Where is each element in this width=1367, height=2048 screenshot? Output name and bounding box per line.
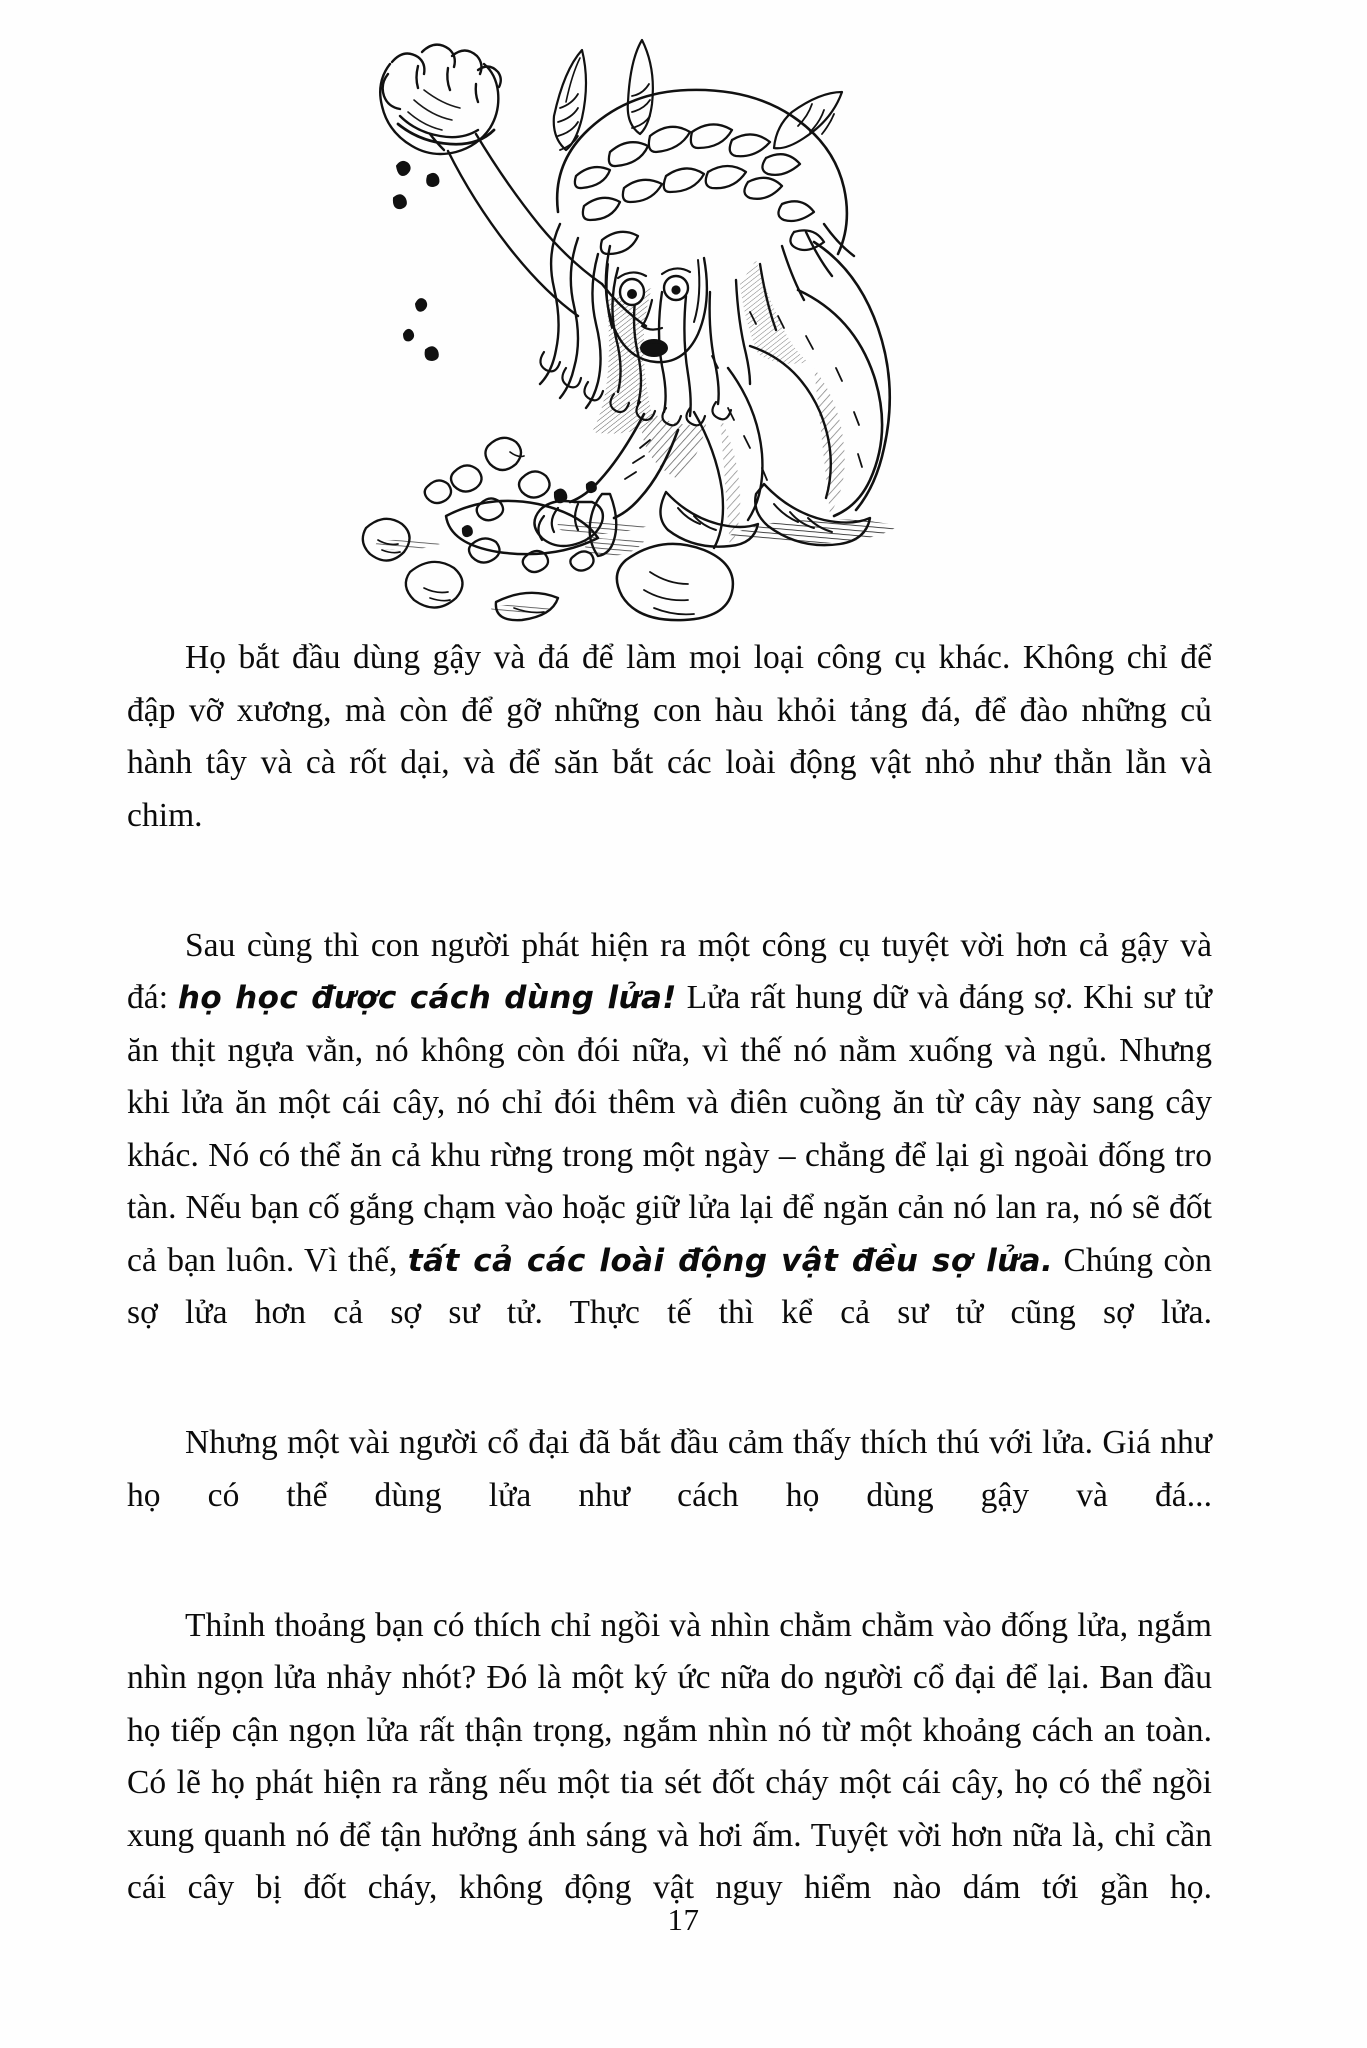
paragraph-1-text: Họ bắt đầu dùng gậy và đá để làm mọi loại công cụ khác. Không chỉ để đập vỡ xương, mà còn để gỡ những con hàu khỏi tảng đá, để đào những củ hành tây và cà rốt dại, và để săn bắt các loài động vật nhỏ như thằn lằn và chim. xyxy=(127,639,1212,834)
handwritten-phrase-animals-fear-fire: tất cả các loài động vật đều sợ lửa. xyxy=(407,1242,1054,1279)
paragraph-3-text: Nhưng một vài người cổ đại đã bắt đầu cảm thấy thích thú với lửa. Giá như họ có thể dùng lửa như cách họ dùng gậy và đá... xyxy=(127,1424,1212,1514)
paragraph-2-run-1: Sau cùng thì con người phát hiện ra một công cụ tuyệt vời hơn cả gậy và đá: xyxy=(127,926,1212,1016)
paragraph-3 xyxy=(127,1417,1212,1575)
paragraph-1 xyxy=(127,632,1212,895)
page-number: 17 xyxy=(667,1902,700,1937)
paragraph-2-run-3: Lửa rất hung dữ và đáng sợ. Khi sư tử ăn thịt ngựa vằn, nó không còn đói nữa, vì thế nó nằm xuống và ngủ. Nhưng khi lửa ăn một cái cây, nó chỉ đói thêm và điên cuồng ăn từ cây này sang cây khác. Nó có thể ăn cả khu rừng trong một ngày – chẳng để lại gì ngoài đống tro tàn. Nếu bạn cố gắng chạm vào hoặc giữ lửa lại để ngăn cản nó lan ra, nó sẽ đốt cả bạn luôn. Vì thế, xyxy=(127,979,1212,1279)
handwritten-phrase-fire-discovery: họ học được cách dùng lửa! xyxy=(177,980,677,1016)
paragraph-2 xyxy=(127,920,1212,1393)
feather-ornaments xyxy=(554,40,842,150)
falling-chips xyxy=(394,162,439,360)
body-text-column xyxy=(127,632,1212,1967)
prehistoric-human-knapping-stones-illustration xyxy=(258,16,918,636)
paragraph-4-text: Thỉnh thoảng bạn có thích chỉ ngồi và nhìn chằm chằm vào đống lửa, ngắm nhìn ngọn lửa nhảy nhót? Đó là một ký ức nữa do người cổ đại để lại. Ban đầu họ tiếp cận ngọn lửa rất thận trọng, ngắm nhìn nó từ một khoảng cách an toàn. Có lẽ họ phát hiện ra rằng nếu một tia sét đốt cháy một cái cây, họ có thể ngồi xung quanh nó để tận hưởng ánh sáng và hơi ấm. Tuyệt vời hơn nữa là, chỉ cần cái cây bị đốt cháy, không động vật nguy hiểm nào dám tới gần họ. xyxy=(127,1606,1212,1906)
hair xyxy=(540,90,854,434)
paragraph-2-run-5: Chúng còn sợ lửa hơn cả sợ sư tử. Thực tế thì kể cả sư tử cũng sợ lửa. xyxy=(127,1241,1212,1331)
